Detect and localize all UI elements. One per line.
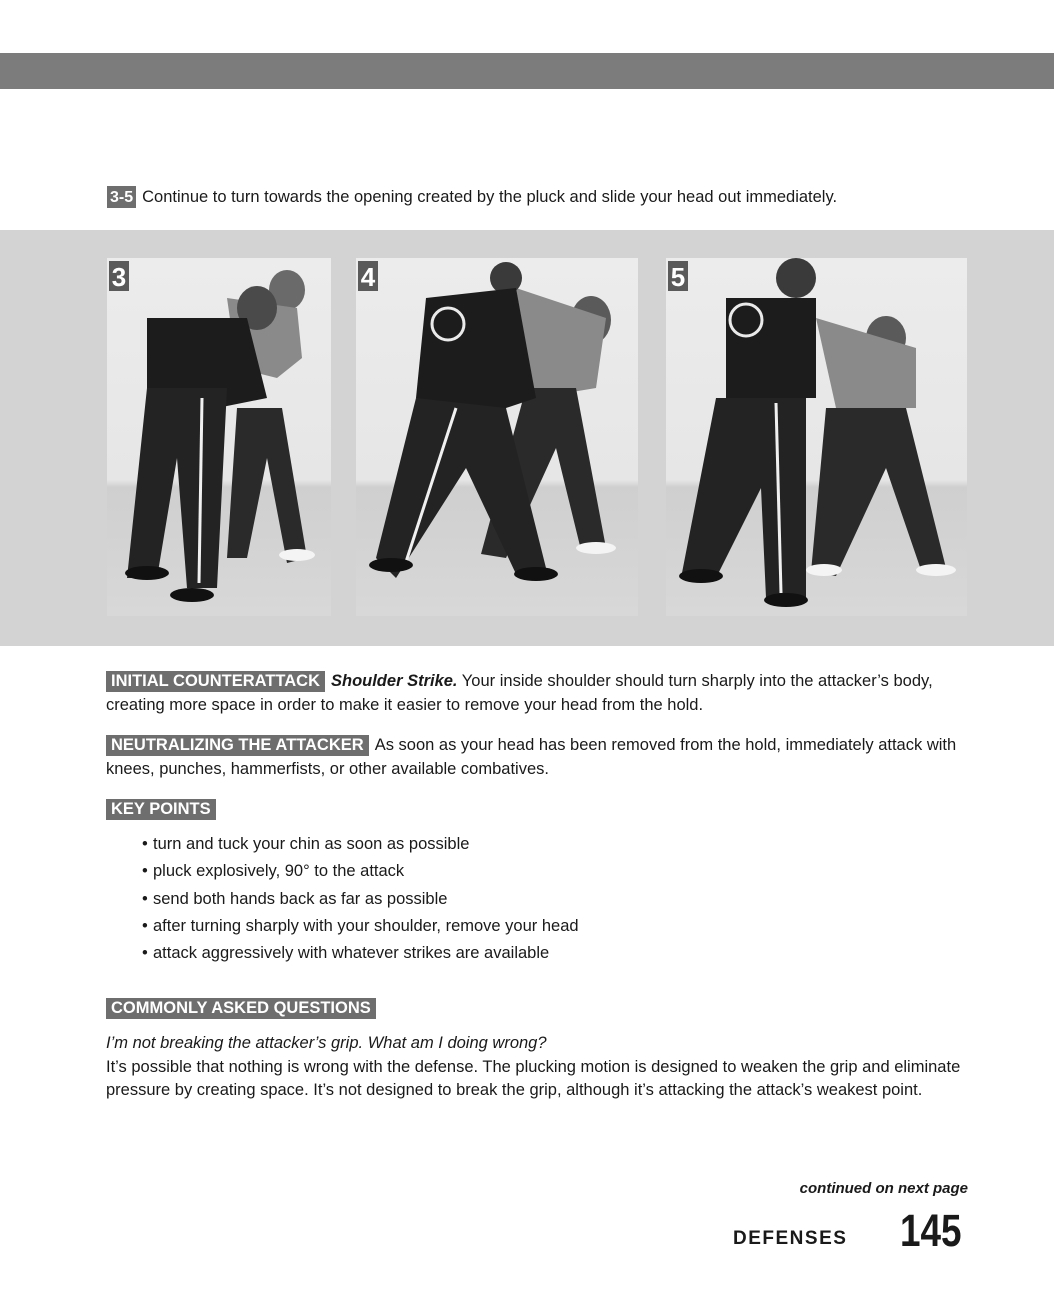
- step-badge: 3-5: [107, 186, 136, 208]
- section-label: NEUTRALIZING THE ATTACKER: [106, 735, 369, 756]
- body-text: As soon as your head has been removed from the hold, immediately attack with knees, punches, hammerfists, or other available combatives.: [106, 736, 957, 778]
- photo-number: 5: [668, 261, 688, 291]
- list-item: • pluck explosively, 90° to the attack: [142, 862, 405, 881]
- photo-image: [666, 258, 967, 616]
- key-points-heading: [106, 798, 976, 822]
- photo-image: [356, 258, 638, 616]
- lead-text: Shoulder Strike.: [330, 672, 458, 690]
- section-label: KEY POINTS: [106, 799, 216, 820]
- list-item: • turn and tuck your chin as soon as possible: [142, 835, 470, 853]
- photo-number: 3: [109, 261, 129, 291]
- answer-text: It’s possible that nothing is wrong with the defense. The plucking motion is designed to weaken the grip and eliminate pressure by creating space. It’s not designed to break the grip, although it’s attacking the attack’s weakest point.: [106, 1057, 961, 1099]
- section-label: COMMONLY ASKED QUESTIONS: [106, 998, 376, 1019]
- list-item: • send both hands back as far as possible: [142, 889, 448, 908]
- list-item: • after turning sharply with your shoulder, remove your head: [142, 916, 579, 935]
- photo-strip: [0, 230, 1054, 646]
- photo-step-5: [666, 258, 967, 616]
- list-item: • attack aggressively with whatever strikes are available: [142, 944, 550, 963]
- footer-section-title: DEFENSES: [733, 1228, 848, 1249]
- key-points-list: [142, 832, 579, 968]
- question-answer: [106, 1032, 976, 1103]
- step-caption: [107, 186, 837, 208]
- photo-step-3: [107, 258, 331, 616]
- section-label: INITIAL COUNTERATTACK: [106, 671, 325, 692]
- initial-counterattack-paragraph: [106, 670, 976, 717]
- body-text: Your inside shoulder should turn sharply into the attacker’s body, creating more space in order to make it easier to remove your head from the hold.: [106, 672, 933, 714]
- header-band: [0, 53, 1054, 89]
- neutralizing-paragraph: [106, 734, 976, 781]
- page-number: 145: [900, 1205, 962, 1256]
- photo-step-4: [356, 258, 638, 616]
- photo-image: [107, 258, 331, 616]
- step-text: Continue to turn towards the opening created by the pluck and slide your head out immediately.: [142, 188, 838, 206]
- photo-number: 4: [358, 261, 378, 291]
- questions-heading: [106, 997, 976, 1021]
- question-text: I’m not breaking the attacker’s grip. What am I doing wrong?: [106, 1034, 547, 1052]
- continued-note: continued on next page: [799, 1180, 968, 1197]
